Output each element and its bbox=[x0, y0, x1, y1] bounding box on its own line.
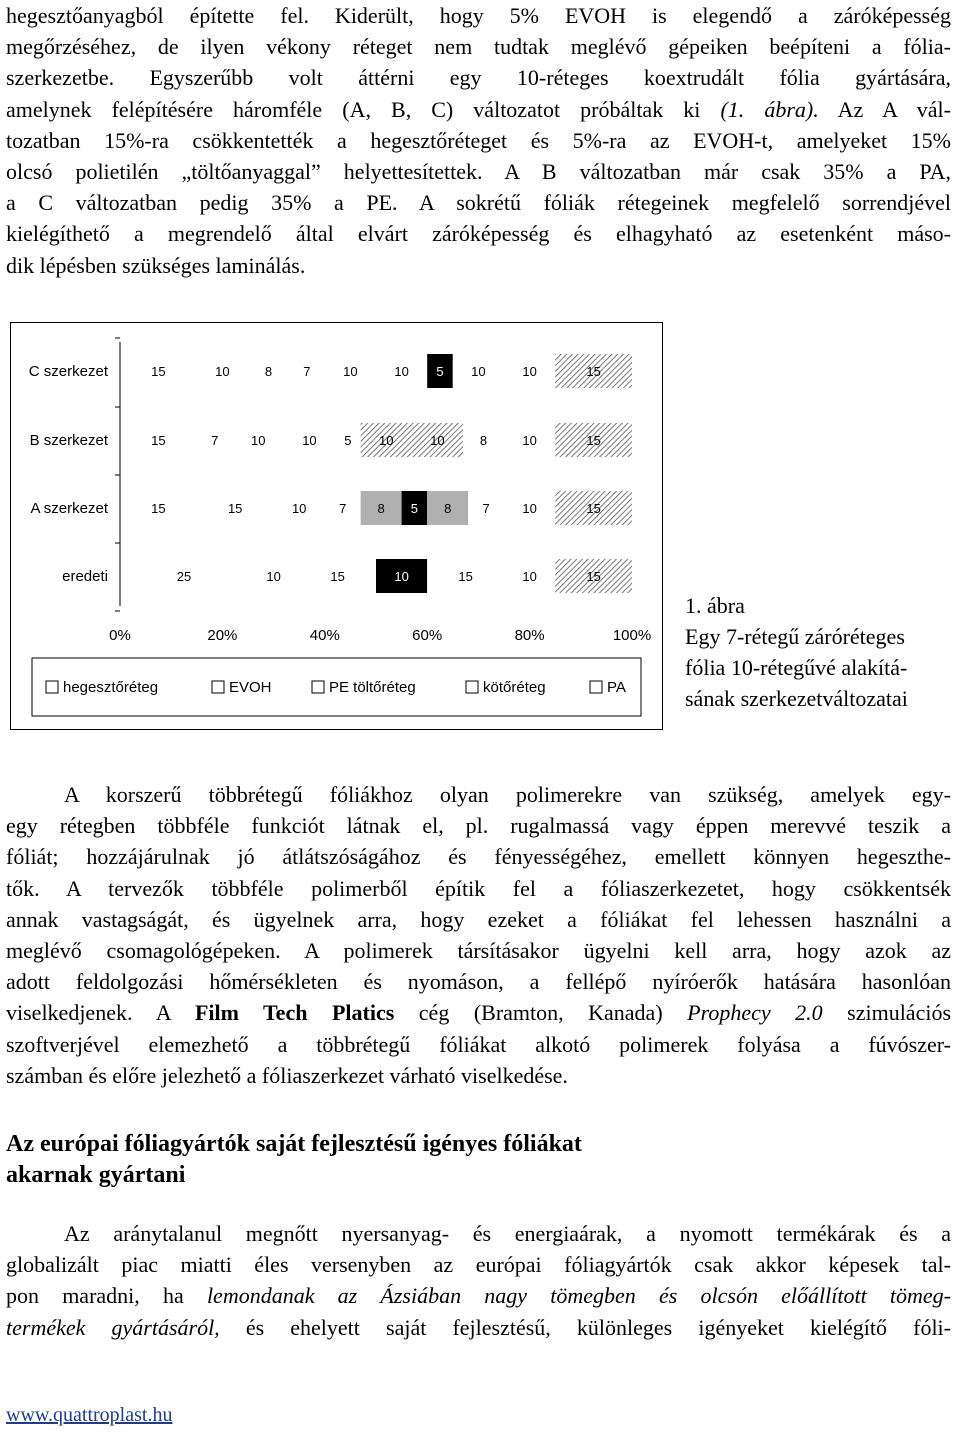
text-line: tozatban 15%-ra csökkentették a hegesztőréteget és 5%-ra az EVOH-t, amelyeket 15% bbox=[6, 127, 951, 153]
x-tick-label: 60% bbox=[412, 627, 443, 644]
text-run: cég (Bramton, Kanada) bbox=[394, 1000, 688, 1026]
segment-label: 15 bbox=[586, 501, 601, 516]
text-line: adott feldolgozási hőmérsékleten és nyomáson, a fellépő nyíróerők hatására hasonlóan bbox=[6, 969, 951, 995]
company-name: Film Tech Platics bbox=[194, 1000, 395, 1026]
text-line: szerkezetbe. Egyszerűbb volt áttérni egy 10-réteges koextrudált fólia gyártására, bbox=[6, 65, 951, 91]
segment-label: 5 bbox=[344, 433, 352, 448]
heading-line: Az európai fóliagyártók saját fejlesztésű igényes fóliákat bbox=[6, 1131, 582, 1157]
text-line bbox=[6, 94, 951, 125]
legend-label: EVOH bbox=[229, 679, 272, 696]
heading-line: akarnak gyártani bbox=[6, 1162, 186, 1188]
text-line: kielégíthető a megrendelő által elvárt záróképesség és elhagyható az esetenként máso- bbox=[6, 221, 951, 247]
caption-line: Egy 7-rétegű záróréteges bbox=[685, 624, 905, 649]
section-heading bbox=[6, 1129, 582, 1191]
x-tick-label: 20% bbox=[207, 627, 238, 644]
segment-label: 15 bbox=[586, 433, 601, 448]
text-line: olcsó polietilén „töltőanyaggal” helyettesítettek. A B változatban már csak 35% a PA, bbox=[6, 159, 951, 185]
segment-label: 15 bbox=[586, 364, 601, 379]
segment-label: 10 bbox=[471, 364, 486, 379]
segment-label: 15 bbox=[586, 569, 601, 584]
text-line bbox=[6, 997, 951, 1028]
segment-label: 10 bbox=[394, 364, 409, 379]
segment-label: 10 bbox=[522, 433, 537, 448]
segment-label: 10 bbox=[394, 569, 409, 584]
segment-label: 8 bbox=[377, 501, 385, 516]
x-tick-label: 0% bbox=[109, 627, 131, 644]
legend-swatch bbox=[212, 681, 224, 693]
segment-label: 7 bbox=[211, 433, 219, 448]
legend-label: PA bbox=[607, 679, 626, 696]
legend-label: kötőréteg bbox=[483, 679, 546, 696]
text-run: viselkedjenek. A bbox=[6, 1000, 195, 1026]
segment-label: 10 bbox=[379, 433, 394, 448]
text-line: Az aránytalanul megnőtt nyersanyag- és energiaárak, a nyomott termékárak és a bbox=[64, 1221, 951, 1246]
text-run: szimulációs bbox=[822, 1000, 952, 1026]
segment-label: 15 bbox=[330, 569, 345, 584]
segment-label: 8 bbox=[479, 433, 488, 448]
category-label: eredeti bbox=[62, 568, 108, 585]
segment-label: 10 bbox=[251, 433, 266, 448]
segment-label: 10 bbox=[215, 364, 230, 379]
emphasis: lemondanak az Ázsiában nagy tömegben és olcsón előállított tömeg- bbox=[206, 1283, 951, 1309]
segment-label: 15 bbox=[151, 364, 166, 379]
text-line: meglévő csomagológépeken. A polimerek társításakor ügyelni kell arra, hogy azok az bbox=[6, 938, 951, 964]
legend-swatch bbox=[590, 681, 602, 693]
software-name: Prophecy 2.0 bbox=[687, 1000, 823, 1026]
segment-label: 5 bbox=[410, 501, 419, 516]
segment-label: 8 bbox=[444, 501, 452, 516]
text-line bbox=[6, 1280, 951, 1311]
segment-label: 15 bbox=[151, 501, 166, 516]
text-line: globalizált piac miatti éles versenyben az európai fóliagyártók csak akkor képesek tal- bbox=[6, 1252, 951, 1278]
text-line: számban és előre jelezhető a fóliaszerkezet várható viselkedése. bbox=[6, 1062, 568, 1088]
text-line bbox=[6, 1312, 951, 1343]
x-tick-label: 80% bbox=[514, 627, 545, 644]
text-line: szoftverjével elemezhető a többrétegű fóliákat alkotó polimerek folyása a fúvószer- bbox=[6, 1031, 951, 1057]
text-line: tők. A tervezők többféle polimerből építik fel a fóliaszerkezetet, hogy csökkentsék bbox=[6, 875, 951, 901]
segment-label: 10 bbox=[522, 569, 537, 584]
caption-line: fólia 10-rétegűvé alakítá- bbox=[685, 655, 908, 680]
figure-number: 1. ábra bbox=[685, 593, 745, 618]
paragraph-1 bbox=[6, 0, 951, 281]
segment-label: 10 bbox=[291, 501, 307, 516]
legend-label: hegesztőréteg bbox=[63, 679, 159, 696]
x-tick-label: 100% bbox=[612, 627, 652, 644]
segment-label: 15 bbox=[458, 569, 473, 584]
emphasis: termékek gyártásáról, bbox=[6, 1314, 220, 1340]
legend-swatch bbox=[46, 681, 58, 693]
category-label: C szerkezet bbox=[28, 363, 108, 380]
segment-label: 7 bbox=[339, 501, 347, 516]
category-label: B szerkezet bbox=[29, 432, 108, 449]
segment-label: 15 bbox=[151, 433, 166, 448]
figure-caption bbox=[685, 590, 960, 714]
text-run: és ehelyett saját fejlesztésű, különleges igényeket kielégítő fóli- bbox=[219, 1314, 951, 1340]
segment-label: 7 bbox=[482, 501, 490, 516]
text-line: A korszerű többrétegű fóliákhoz olyan polimerekre van szükség, amelyek egy- bbox=[64, 782, 951, 807]
segment-label: 10 bbox=[302, 433, 317, 448]
footer-url-link[interactable]: www.quattroplast.hu bbox=[6, 1404, 173, 1426]
text-line: annak vastagságát, és ügyelnek arra, hogy ezeket a fóliákat fel lehessen használni a bbox=[6, 906, 951, 932]
segment-label: 10 bbox=[266, 569, 281, 584]
text-run: amelynek felépítésére háromféle (A, B, C) változatot próbáltak ki bbox=[6, 96, 721, 122]
segment-label: 10 bbox=[522, 501, 537, 516]
segment-label: 10 bbox=[343, 364, 358, 379]
paragraph-3 bbox=[6, 1218, 951, 1343]
text-run: pon maradni, ha bbox=[6, 1283, 207, 1309]
legend-swatch bbox=[312, 681, 324, 693]
legend-swatch bbox=[466, 681, 478, 693]
text-line: egy rétegben többféle funkciót látnak el, pl. rugalmassá vagy éppen merevvé teszik a bbox=[6, 813, 951, 839]
figure-reference: (1. ábra). bbox=[720, 96, 819, 122]
caption-line: sának szerkezetváltozatai bbox=[685, 686, 908, 711]
text-line: hegesztőanyagból építette fel. Kiderült, hogy 5% EVOH is elegendő a záróképesség bbox=[6, 3, 951, 28]
chart-svg bbox=[10, 322, 663, 730]
text-run: Az A vál- bbox=[818, 96, 952, 122]
segment-label: 25 bbox=[176, 569, 192, 584]
text-line: megőrzéséhez, de ilyen vékony réteget nem tudtak meglévő gépeiken beépíteni a fólia- bbox=[6, 34, 951, 60]
x-tick-label: 40% bbox=[309, 627, 340, 644]
layer-structure-chart bbox=[10, 322, 663, 730]
segment-label: 5 bbox=[436, 364, 444, 379]
legend-label: PE töltőréteg bbox=[329, 679, 416, 696]
segment-label: 15 bbox=[227, 501, 243, 516]
segment-label: 10 bbox=[522, 364, 537, 379]
text-line: a C változatban pedig 35% a PE. A sokrétű fóliák rétegeinek megfelelő sorrendjével bbox=[6, 190, 951, 216]
segment-label: 7 bbox=[303, 364, 311, 379]
paragraph-2 bbox=[6, 779, 951, 1091]
segment-label: 10 bbox=[430, 433, 445, 448]
segment-label: 8 bbox=[264, 364, 273, 379]
text-line: dik lépésben szükséges laminálás. bbox=[6, 252, 306, 278]
text-line: fóliát; hozzájárulnak jó átlátszóságához és fényességéhez, emellett könnyen hegeszthe- bbox=[6, 844, 951, 870]
category-label: A szerkezet bbox=[30, 500, 108, 517]
